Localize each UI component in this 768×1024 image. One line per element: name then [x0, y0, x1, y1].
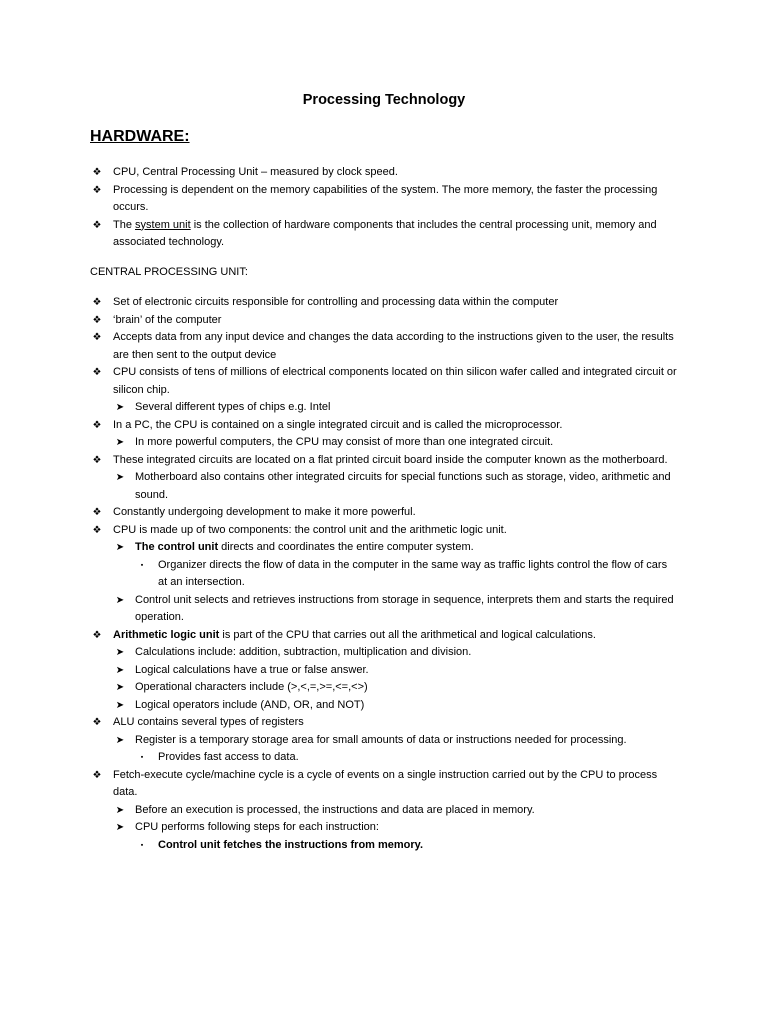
text-fragment: In a PC, the CPU is contained on a single integrated circuit and is called the microprocessor. — [113, 418, 563, 431]
text-fragment: CPU, Central Processing Unit – measured by clock speed. — [113, 166, 398, 178]
text-fragment: Constantly undergoing development to make it more powerful. — [113, 506, 416, 518]
list-item-text — [135, 469, 678, 504]
list-item — [0, 539, 768, 557]
list-item — [0, 819, 768, 837]
text-fragment: CPU is made up of two components: the control unit and the arithmetic logic unit. — [113, 523, 507, 536]
arrow-bullet-icon: ➤ — [115, 734, 125, 746]
text-fragment: Control unit selects and retrieves instructions from storage in sequence, interprets them and starts the required operation. — [135, 593, 674, 623]
arrow-bullet-icon: ➤ — [115, 647, 125, 658]
list-item-text — [113, 504, 678, 522]
list-item-text — [135, 434, 678, 452]
list-item — [0, 164, 768, 182]
text-fragment: Provides fast access to data. — [158, 751, 299, 763]
square-bullet-icon: ▪ — [140, 561, 144, 569]
square-bullet-icon: ▪ — [140, 754, 144, 761]
arrow-bullet-icon: ➤ — [115, 804, 125, 816]
list-item-text — [113, 714, 678, 732]
list-item-text — [113, 329, 678, 364]
diamond-bullet-icon: ❖ — [92, 769, 102, 781]
text-fragment: directs and coordinates the entire computer system. — [218, 541, 474, 553]
diamond-bullet-icon: ❖ — [92, 184, 102, 196]
text-fragment: Motherboard also contains other integrated circuits for special functions such as storage, video, arithmetic and sound. — [135, 471, 671, 501]
text-fragment: Processing is dependent on the memory capabilities of the system. The more memory, the faster the processing occurs. — [113, 183, 658, 213]
diamond-bullet-icon: ❖ — [92, 419, 102, 431]
list-item — [0, 697, 768, 715]
list-item — [0, 434, 768, 452]
text-fragment: Before an execution is processed, the instructions and data are placed in memory. — [135, 803, 535, 816]
list-item — [0, 399, 768, 417]
list-item-text — [135, 802, 678, 820]
square-bullet-icon: ▪ — [140, 841, 144, 849]
arrow-bullet-icon: ➤ — [115, 437, 125, 448]
list-item — [0, 557, 768, 592]
list-item-text — [113, 217, 678, 252]
text-fragment: Logical calculations have a true or false answer. — [135, 663, 369, 676]
diamond-bullet-icon: ❖ — [92, 524, 102, 536]
list-item-text — [113, 164, 678, 182]
list-item — [0, 469, 768, 504]
diamond-bullet-icon: ❖ — [92, 717, 102, 728]
list-item — [0, 522, 768, 540]
text-fragment: These integrated circuits are located on a flat printed circuit board inside the computer known as the motherboard. — [113, 453, 668, 466]
list-item — [0, 627, 768, 645]
list-item-text — [135, 644, 678, 662]
list-item — [0, 329, 768, 364]
text-fragment: CPU consists of tens of millions of electrical components located on thin silicon wafer called and integrated circuit or silicon chip. — [113, 366, 677, 396]
diamond-bullet-icon: ❖ — [92, 297, 102, 308]
list-item — [0, 662, 768, 680]
list-item — [0, 182, 768, 217]
list-item — [0, 767, 768, 802]
arrow-bullet-icon: ➤ — [115, 594, 125, 606]
arrow-bullet-icon: ➤ — [115, 402, 125, 413]
list-item — [0, 294, 768, 312]
list-item — [0, 364, 768, 399]
list-item — [0, 714, 768, 732]
hardware-list — [0, 164, 768, 252]
list-item-text — [113, 627, 678, 645]
list-item-text — [135, 592, 678, 627]
list-item — [0, 504, 768, 522]
bold-term: The control unit — [135, 541, 219, 553]
text-fragment: Calculations include: addition, subtraction, multiplication and division. — [135, 646, 472, 658]
list-item — [0, 592, 768, 627]
arrow-bullet-icon: ➤ — [115, 542, 125, 553]
document-title: Processing Technology — [302, 92, 466, 108]
diamond-bullet-icon: ❖ — [92, 629, 102, 641]
list-item — [0, 452, 768, 470]
list-item-text — [158, 749, 678, 767]
hardware-heading: HARDWARE: — [90, 128, 190, 145]
text-fragment: ALU contains several types of registers — [113, 716, 304, 728]
list-item-text — [135, 662, 678, 680]
arrow-bullet-icon: ➤ — [115, 822, 125, 833]
text-fragment: Operational characters include (>,<,=,>=,<=,<>) — [135, 681, 368, 693]
arrow-bullet-icon: ➤ — [115, 699, 125, 711]
text-fragment: In more powerful computers, the CPU may consist of more than one integrated circuit. — [135, 436, 554, 448]
cpu-heading: CENTRAL PROCESSING UNIT: — [90, 266, 248, 278]
list-item-text — [113, 364, 678, 399]
text-fragment: Accepts data from any input device and changes the data according to the instructions given to the user, the results are then sent to the output device — [113, 331, 674, 361]
diamond-bullet-icon: ❖ — [92, 367, 102, 378]
underlined-term: system unit — [135, 218, 191, 231]
diamond-bullet-icon: ❖ — [92, 507, 102, 518]
arrow-bullet-icon: ➤ — [115, 682, 125, 693]
list-item-text — [158, 557, 678, 592]
diamond-bullet-icon: ❖ — [92, 167, 102, 178]
list-item-text — [113, 767, 678, 802]
cpu-list — [0, 294, 768, 854]
list-item — [0, 749, 768, 767]
text-fragment: ‘brain’ of the computer — [113, 313, 222, 326]
diamond-bullet-icon: ❖ — [92, 314, 102, 326]
text-fragment: CPU performs following steps for each instruction: — [135, 821, 379, 833]
list-item — [0, 732, 768, 750]
list-item — [0, 679, 768, 697]
text-fragment: The — [113, 218, 136, 231]
text-fragment: Logical operators include (AND, OR, and NOT) — [135, 698, 365, 711]
list-item-text — [135, 697, 678, 715]
list-item-text — [113, 417, 678, 435]
list-item-text — [113, 522, 678, 540]
list-item — [0, 217, 768, 252]
list-item-text — [135, 732, 678, 750]
list-item — [0, 837, 768, 855]
arrow-bullet-icon: ➤ — [115, 664, 125, 676]
diamond-bullet-icon: ❖ — [92, 454, 102, 466]
text-fragment: is part of the CPU that carries out all the arithmetical and logical calculations. — [219, 628, 596, 641]
text-fragment: Set of electronic circuits responsible for controlling and processing data within the computer — [113, 296, 559, 308]
list-item-text — [113, 312, 678, 330]
list-item-text — [113, 294, 678, 312]
text-fragment: Fetch-execute cycle/machine cycle is a cycle of events on a single instruction carried out by the CPU to process data. — [113, 768, 658, 798]
list-item — [0, 802, 768, 820]
list-item-text — [135, 399, 678, 417]
list-item-text — [113, 182, 678, 217]
text-fragment: Register is a temporary storage area for small amounts of data or instructions needed for processing. — [135, 733, 627, 746]
diamond-bullet-icon: ❖ — [92, 332, 102, 343]
text-fragment: Several different types of chips e.g. Intel — [135, 401, 331, 413]
bold-term: Arithmetic logic unit — [113, 628, 220, 641]
arrow-bullet-icon: ➤ — [115, 472, 125, 483]
diamond-bullet-icon: ❖ — [92, 219, 102, 231]
list-item — [0, 312, 768, 330]
list-item-text — [113, 452, 678, 470]
list-item-text — [135, 819, 678, 837]
bold-term: Control unit fetches the instructions from memory. — [158, 838, 424, 851]
list-item-text — [135, 679, 678, 697]
list-item — [0, 417, 768, 435]
text-fragment: is the collection of hardware components that includes the central processing unit, memory and associated technology. — [113, 218, 657, 248]
list-item-text — [135, 539, 678, 557]
list-item-text — [158, 837, 678, 855]
list-item — [0, 644, 768, 662]
text-fragment: Organizer directs the flow of data in the computer in the same way as traffic lights control the flow of cars at an intersection. — [158, 558, 668, 588]
